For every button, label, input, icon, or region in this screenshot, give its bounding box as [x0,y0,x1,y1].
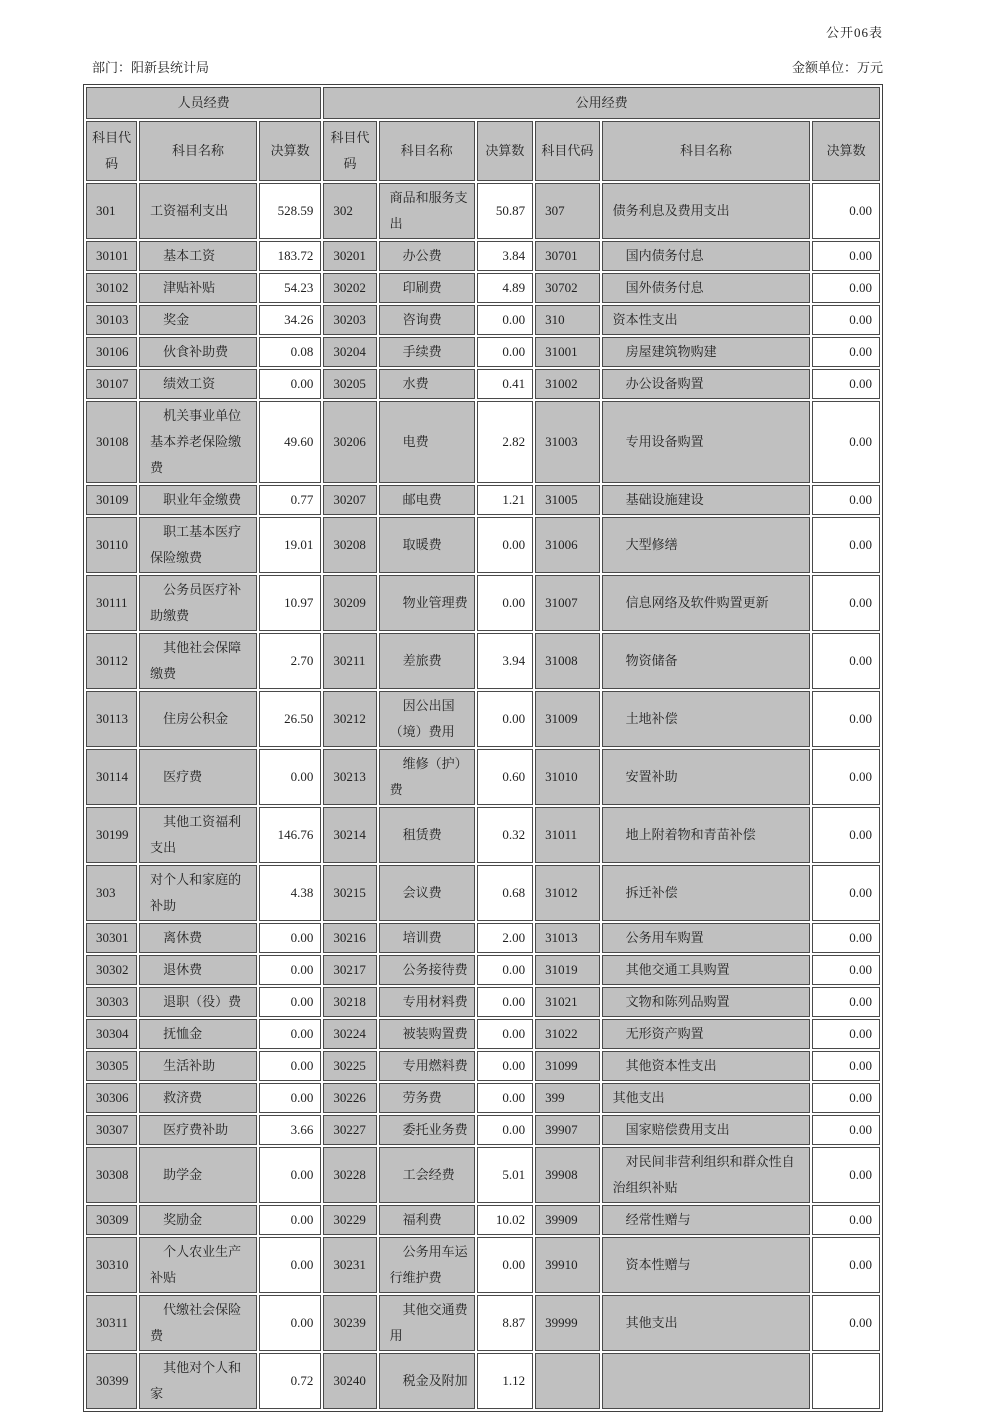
table-row [86,485,880,515]
subject-code-cell: 30218 [323,987,376,1017]
amount-cell: 2.70 [259,633,321,689]
amount-cell: 0.00 [259,923,321,953]
amount-cell: 10.97 [259,575,321,631]
amount-cell: 50.87 [477,183,533,239]
subject-code-cell: 30203 [323,305,376,335]
subject-name-cell: 专用材料费 [379,987,475,1017]
subject-code-cell: 30201 [323,241,376,271]
amount-cell: 0.00 [812,749,880,805]
amount-cell: 0.00 [812,1147,880,1203]
group-header-public-funds: 公用经费 [323,87,880,119]
amount-cell: 0.00 [812,485,880,515]
subject-code-cell: 39909 [535,1205,599,1235]
amount-cell: 0.00 [477,691,533,747]
subject-code-cell: 39908 [535,1147,599,1203]
amount-cell: 10.02 [477,1205,533,1235]
subject-code-cell: 31002 [535,369,599,399]
subject-code-cell: 31009 [535,691,599,747]
subject-code-cell: 30114 [86,749,137,805]
column-header: 科目代码 [86,121,137,181]
subject-code-cell: 39910 [535,1237,599,1293]
amount-cell: 2.00 [477,923,533,953]
subject-code-cell: 301 [86,183,137,239]
subject-name-cell [602,1353,811,1409]
subject-code-cell: 30229 [323,1205,376,1235]
subject-code-cell: 30310 [86,1237,137,1293]
amount-cell: 3.94 [477,633,533,689]
amount-cell: 0.41 [477,369,533,399]
column-header: 科目名称 [379,121,475,181]
subject-code-cell: 30215 [323,865,376,921]
amount-cell: 0.00 [259,369,321,399]
amount-cell: 0.00 [812,183,880,239]
subject-name-cell: 维修（护）费 [379,749,475,805]
amount-cell: 0.00 [812,1205,880,1235]
subject-code-cell: 303 [86,865,137,921]
amount-cell: 0.00 [477,517,533,573]
subject-code-cell: 310 [535,305,599,335]
table-row [86,987,880,1017]
subject-name-cell: 办公费 [379,241,475,271]
subject-name-cell: 对个人和家庭的补助 [139,865,257,921]
subject-name-cell: 公务用车运行维护费 [379,1237,475,1293]
subject-name-cell: 国内债务付息 [602,241,811,271]
column-header: 决算数 [259,121,321,181]
subject-code-cell: 30214 [323,807,376,863]
amount-cell: 54.23 [259,273,321,303]
subject-name-cell: 差旅费 [379,633,475,689]
subject-name-cell: 医疗费补助 [139,1115,257,1145]
column-header: 决算数 [812,121,880,181]
amount-cell: 5.01 [477,1147,533,1203]
column-header: 科目代码 [535,121,599,181]
table-row [86,183,880,239]
subject-name-cell: 其他社会保障缴费 [139,633,257,689]
amount-cell: 0.00 [477,575,533,631]
amount-cell: 0.00 [259,1083,321,1113]
subject-name-cell: 专用燃料费 [379,1051,475,1081]
subject-code-cell: 31005 [535,485,599,515]
subject-code-cell: 30101 [86,241,137,271]
table-row [86,575,880,631]
subject-name-cell: 信息网络及软件购置更新 [602,575,811,631]
subject-code-cell: 30311 [86,1295,137,1351]
subject-name-cell: 邮电费 [379,485,475,515]
subject-name-cell: 其他资本性支出 [602,1051,811,1081]
subject-code-cell: 31012 [535,865,599,921]
amount-cell: 0.00 [812,273,880,303]
table-row [86,1115,880,1145]
subject-code-cell: 30204 [323,337,376,367]
subject-code-cell: 30240 [323,1353,376,1409]
subject-code-cell: 30226 [323,1083,376,1113]
subject-name-cell: 基本工资 [139,241,257,271]
table-row [86,1019,880,1049]
amount-cell: 0.00 [812,865,880,921]
subject-name-cell: 物业管理费 [379,575,475,631]
subject-name-cell: 职工基本医疗保险缴费 [139,517,257,573]
subject-code-cell: 30309 [86,1205,137,1235]
subject-code-cell: 30106 [86,337,137,367]
amount-cell: 0.00 [812,1237,880,1293]
table-row [86,1237,880,1293]
subject-code-cell: 30206 [323,401,376,483]
subject-name-cell: 委托业务费 [379,1115,475,1145]
table-row [86,1051,880,1081]
subject-code-cell: 30308 [86,1147,137,1203]
subject-code-cell: 30211 [323,633,376,689]
subject-code-cell: 30110 [86,517,137,573]
subject-name-cell: 电费 [379,401,475,483]
subject-name-cell: 拆迁补偿 [602,865,811,921]
subject-name-cell: 手续费 [379,337,475,367]
amount-cell: 26.50 [259,691,321,747]
subject-name-cell: 职业年金缴费 [139,485,257,515]
subject-name-cell: 物资储备 [602,633,811,689]
amount-cell: 0.00 [259,1051,321,1081]
subject-name-cell: 债务利息及费用支出 [602,183,811,239]
amount-cell: 0.00 [477,1019,533,1049]
amount-cell: 4.38 [259,865,321,921]
table-row [86,1205,880,1235]
subject-name-cell: 其他工资福利支出 [139,807,257,863]
amount-cell: 0.68 [477,865,533,921]
amount-cell: 0.00 [477,955,533,985]
subject-name-cell: 被装购置费 [379,1019,475,1049]
subject-code-cell: 30202 [323,273,376,303]
subject-name-cell: 咨询费 [379,305,475,335]
subject-name-cell: 其他交通费用 [379,1295,475,1351]
table-row [86,955,880,985]
subject-name-cell: 工会经费 [379,1147,475,1203]
subject-name-cell: 伙食补助费 [139,337,257,367]
amount-cell: 3.84 [477,241,533,271]
subject-name-cell: 地上附着物和青苗补偿 [602,807,811,863]
form-number-label: 公开06表 [825,25,883,40]
amount-cell: 0.00 [812,807,880,863]
department-label: 部门：阳新县统计局 [92,60,210,75]
subject-name-cell: 文物和陈列品购置 [602,987,811,1017]
table-row [86,1353,880,1409]
amount-cell: 0.00 [812,241,880,271]
subject-name-cell: 奖金 [139,305,257,335]
amount-cell: 1.12 [477,1353,533,1409]
table-row [86,865,880,921]
subject-code-cell: 39999 [535,1295,599,1351]
amount-cell: 0.00 [259,1205,321,1235]
table-row [86,691,880,747]
amount-cell: 0.00 [259,955,321,985]
subject-name-cell: 离休费 [139,923,257,953]
subject-code-cell: 30199 [86,807,137,863]
table-row [86,305,880,335]
amount-cell: 0.00 [812,305,880,335]
amount-cell: 0.00 [259,749,321,805]
subject-name-cell: 会议费 [379,865,475,921]
amount-cell: 0.00 [812,987,880,1017]
table-row [86,923,880,953]
amount-cell: 0.00 [812,575,880,631]
subject-code-cell: 31099 [535,1051,599,1081]
final-accounts-table [83,84,883,1412]
subject-code-cell: 30205 [323,369,376,399]
table-row [86,517,880,573]
subject-name-cell: 水费 [379,369,475,399]
subject-name-cell: 税金及附加 [379,1353,475,1409]
subject-code-cell: 30301 [86,923,137,953]
amount-cell: 0.00 [259,987,321,1017]
subject-name-cell: 救济费 [139,1083,257,1113]
subject-code-cell: 30306 [86,1083,137,1113]
subject-code-cell: 39907 [535,1115,599,1145]
subject-code-cell: 30216 [323,923,376,953]
subject-code-cell: 31003 [535,401,599,483]
subject-name-cell: 大型修缮 [602,517,811,573]
subject-name-cell: 办公设备购置 [602,369,811,399]
subject-name-cell: 绩效工资 [139,369,257,399]
subject-code-cell: 302 [323,183,376,239]
subject-code-cell: 30109 [86,485,137,515]
subject-code-cell: 30208 [323,517,376,573]
column-header: 科目代码 [323,121,376,181]
subject-name-cell: 生活补助 [139,1051,257,1081]
amount-cell: 0.00 [477,1237,533,1293]
subject-code-cell: 31010 [535,749,599,805]
subject-name-cell: 培训费 [379,923,475,953]
amount-cell: 0.00 [477,1083,533,1113]
amount-cell: 0.00 [812,1019,880,1049]
amount-cell: 49.60 [259,401,321,483]
amount-cell [812,1353,880,1409]
group-header-row [86,87,880,119]
amount-cell: 0.00 [812,1115,880,1145]
amount-cell: 0.77 [259,485,321,515]
subject-name-cell: 劳务费 [379,1083,475,1113]
amount-cell: 0.00 [812,955,880,985]
subject-code-cell: 30227 [323,1115,376,1145]
subject-code-cell: 30231 [323,1237,376,1293]
amount-cell: 0.00 [812,923,880,953]
subject-name-cell: 医疗费 [139,749,257,805]
amount-cell: 0.00 [477,305,533,335]
subject-code-cell: 30224 [323,1019,376,1049]
subject-name-cell: 代缴社会保险费 [139,1295,257,1351]
amount-cell: 2.82 [477,401,533,483]
subject-name-cell: 其他交通工具购置 [602,955,811,985]
subject-code-cell: 30111 [86,575,137,631]
amount-cell: 0.00 [812,1051,880,1081]
amount-cell: 0.00 [812,517,880,573]
amount-cell: 0.00 [812,1295,880,1351]
subject-name-cell: 印刷费 [379,273,475,303]
subject-name-cell: 租赁费 [379,807,475,863]
amount-cell: 0.00 [259,1147,321,1203]
subject-name-cell: 公务接待费 [379,955,475,985]
column-header: 决算数 [477,121,533,181]
subject-name-cell: 专用设备购置 [602,401,811,483]
subject-name-cell: 因公出国（境）费用 [379,691,475,747]
subject-name-cell: 个人农业生产补贴 [139,1237,257,1293]
subject-name-cell: 其他支出 [602,1083,811,1113]
subject-code-cell: 399 [535,1083,599,1113]
amount-cell: 0.08 [259,337,321,367]
subject-code-cell: 30113 [86,691,137,747]
subject-name-cell: 机关事业单位基本养老保险缴费 [139,401,257,483]
table-row [86,1083,880,1113]
subject-code-cell: 30103 [86,305,137,335]
table-row [86,633,880,689]
amount-cell: 0.00 [477,1051,533,1081]
subject-code-cell: 30239 [323,1295,376,1351]
amount-cell: 528.59 [259,183,321,239]
subject-name-cell: 经常性赠与 [602,1205,811,1235]
subject-name-cell: 商品和服务支出 [379,183,475,239]
subject-code-cell: 30702 [535,273,599,303]
unit-label: 金额单位：万元 [791,60,883,75]
subject-name-cell: 无形资产购置 [602,1019,811,1049]
subject-code-cell: 30701 [535,241,599,271]
amount-cell: 3.66 [259,1115,321,1145]
subject-name-cell: 国家赔偿费用支出 [602,1115,811,1145]
subject-name-cell: 对民间非营利组织和群众性自治组织补贴 [602,1147,811,1203]
amount-cell: 34.26 [259,305,321,335]
amount-cell: 0.00 [259,1019,321,1049]
amount-cell: 0.00 [812,401,880,483]
amount-cell: 146.76 [259,807,321,863]
table-row [86,337,880,367]
subject-name-cell: 退休费 [139,955,257,985]
subject-name-cell: 工资福利支出 [139,183,257,239]
subject-code-cell: 30305 [86,1051,137,1081]
subject-name-cell: 住房公积金 [139,691,257,747]
table-row [86,401,880,483]
subject-name-cell: 福利费 [379,1205,475,1235]
subject-code-cell: 30399 [86,1353,137,1409]
subject-code-cell: 30102 [86,273,137,303]
amount-cell: 0.00 [812,369,880,399]
subject-code-cell: 30209 [323,575,376,631]
amount-cell: 0.00 [477,337,533,367]
amount-cell: 0.00 [812,633,880,689]
meta-row [83,57,883,76]
subject-code-cell: 31013 [535,923,599,953]
subject-code-cell: 31008 [535,633,599,689]
amount-cell: 183.72 [259,241,321,271]
table-row [86,807,880,863]
subject-code-cell: 30304 [86,1019,137,1049]
table-row [86,369,880,399]
subject-name-cell: 抚恤金 [139,1019,257,1049]
subject-name-cell: 土地补偿 [602,691,811,747]
table-row [86,241,880,271]
amount-cell: 0.60 [477,749,533,805]
amount-cell: 0.00 [477,1115,533,1145]
subject-code-cell: 307 [535,183,599,239]
subject-code-cell: 30302 [86,955,137,985]
subject-code-cell: 30107 [86,369,137,399]
subject-code-cell: 30212 [323,691,376,747]
amount-cell: 4.89 [477,273,533,303]
subject-code-cell: 30228 [323,1147,376,1203]
subject-name-cell: 津贴补贴 [139,273,257,303]
amount-cell: 0.72 [259,1353,321,1409]
subject-code-cell: 31011 [535,807,599,863]
amount-cell: 1.21 [477,485,533,515]
subject-code-cell: 31021 [535,987,599,1017]
subject-name-cell: 公务员医疗补助缴费 [139,575,257,631]
subject-code-cell: 30307 [86,1115,137,1145]
table-row [86,749,880,805]
subject-name-cell: 公务用车购置 [602,923,811,953]
subject-name-cell: 助学金 [139,1147,257,1203]
amount-cell: 0.00 [812,1083,880,1113]
table-row [86,273,880,303]
subject-name-cell: 资本性支出 [602,305,811,335]
subject-name-cell: 奖励金 [139,1205,257,1235]
subject-name-cell: 安置补助 [602,749,811,805]
subject-name-cell: 国外债务付息 [602,273,811,303]
amount-cell: 8.87 [477,1295,533,1351]
amount-cell: 0.00 [812,337,880,367]
amount-cell: 0.00 [259,1237,321,1293]
amount-cell: 19.01 [259,517,321,573]
subject-code-cell: 31022 [535,1019,599,1049]
subject-name-cell: 取暖费 [379,517,475,573]
subject-code-cell: 31019 [535,955,599,985]
column-header: 科目名称 [602,121,811,181]
subject-code-cell: 31001 [535,337,599,367]
subject-code-cell: 30217 [323,955,376,985]
subject-name-cell: 退职（役）费 [139,987,257,1017]
table-row [86,1147,880,1203]
subject-code-cell [535,1353,599,1409]
amount-cell: 0.00 [259,1295,321,1351]
column-header-row [86,121,880,181]
subject-code-cell: 30303 [86,987,137,1017]
amount-cell: 0.32 [477,807,533,863]
subject-code-cell: 31007 [535,575,599,631]
subject-name-cell: 其他对个人和家 [139,1353,257,1409]
subject-name-cell: 资本性赠与 [602,1237,811,1293]
subject-name-cell: 基础设施建设 [602,485,811,515]
subject-code-cell: 30108 [86,401,137,483]
subject-code-cell: 30112 [86,633,137,689]
subject-code-cell: 30207 [323,485,376,515]
group-header-personnel-funds: 人员经费 [86,87,321,119]
subject-code-cell: 31006 [535,517,599,573]
subject-name-cell: 其他支出 [602,1295,811,1351]
column-header: 科目名称 [139,121,257,181]
amount-cell: 0.00 [812,691,880,747]
subject-name-cell: 房屋建筑物购建 [602,337,811,367]
subject-code-cell: 30225 [323,1051,376,1081]
table-row [86,1295,880,1351]
amount-cell: 0.00 [477,987,533,1017]
subject-code-cell: 30213 [323,749,376,805]
